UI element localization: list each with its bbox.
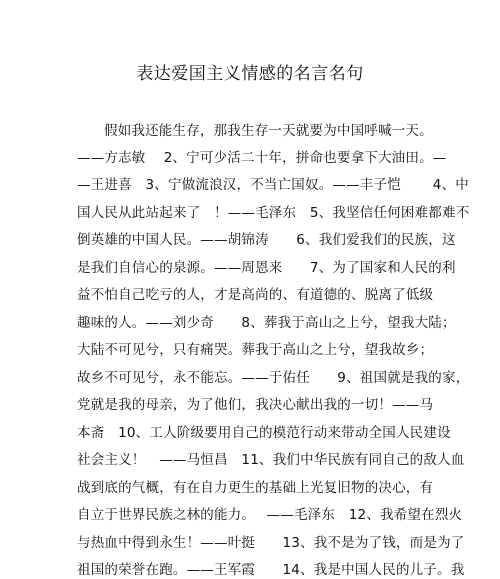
text-line: 党就是我的母亲，为了他们，我决心献出我的一切！——马 xyxy=(77,397,434,413)
text-line: —王进喜 3、宁做流浪汉，不当亡国奴。——丰子恺 4、中 xyxy=(77,177,469,193)
text-line: 祖国的荣誉在跑。——王军霞 14、我是中国人民的儿子。我 xyxy=(77,562,465,578)
text-line: 国人民从此站起来了 ！——毛泽东 5、我坚信任何困难都难不 xyxy=(77,205,470,221)
text-line: 社会主义！ ——马恒昌 11、我们中华民族有同自己的敌人血 xyxy=(77,452,465,468)
text-line: 战到底的气概，有在自力更生的基础上光复旧物的决心，有 xyxy=(77,480,434,496)
text-line: 益不怕自己吃亏的人，才是高尚的、有道德的、脱离了低级 xyxy=(77,287,434,303)
text-line: 是我们自信心的泉源。——周恩来 7、为了国家和人民的利 xyxy=(77,260,456,276)
text-line: 趣味的人。——刘少奇 8、葬我于高山之上兮，望我大陆； xyxy=(77,315,456,331)
text-line: 与热血中得到永生！——叶挺 13、我不是为了钱，而是为了 xyxy=(77,535,465,551)
text-line: 倒英雄的中国人民。——胡锦涛 6、我们爱我们的民族，这 xyxy=(77,232,456,248)
text-line: 大陆不可见兮，只有痛哭。葬我于高山之上兮，望我故乡； xyxy=(77,342,434,358)
document-title: 表达爱国主义情感的名言名句 xyxy=(136,64,364,84)
text-line: 假如我还能生存，那我生存一天就要为中国呼喊一天。 xyxy=(104,123,433,139)
text-line: 自立于世界民族之林的能力。 ——毛泽东 12、我希望在烈火 xyxy=(77,507,463,523)
text-line: 本斋 10、工人阶级要用自己的模范行动来带动全国人民建设 xyxy=(77,425,451,441)
text-line: 故乡不可见兮，永不能忘。——于佑任 9、祖国就是我的家， xyxy=(77,370,470,386)
text-line: ——方志敏 2、宁可少活二十年，拼命也要拿下大油田。— xyxy=(77,150,447,166)
